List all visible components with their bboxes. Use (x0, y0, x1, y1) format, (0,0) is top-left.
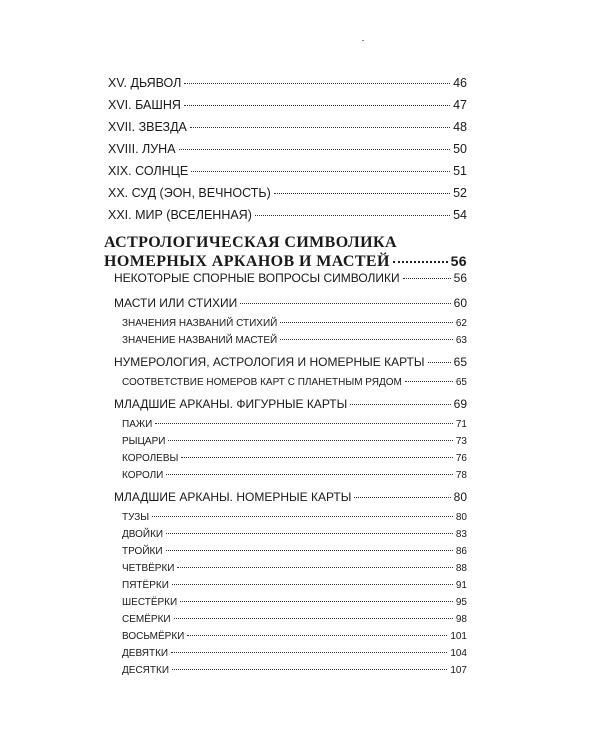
toc-entry[interactable] (108, 208, 467, 230)
toc-subentry[interactable] (122, 512, 467, 529)
entry-title: СЕМЁРКИ (122, 614, 171, 625)
dot-leader (240, 303, 450, 304)
top-entries (108, 76, 467, 230)
entry-page-number: 80 (453, 490, 467, 504)
sections (108, 271, 467, 682)
entry-title: XX. СУД (ЭОН, ВЕЧНОСТЬ) (108, 186, 271, 200)
entry-page-number: 78 (455, 470, 467, 481)
toc-section-entry[interactable] (114, 355, 467, 377)
entry-title: НЕКОТОРЫЕ СПОРНЫЕ ВОПРОСЫ СИМВОЛИКИ (114, 271, 400, 285)
dot-leader (152, 516, 453, 517)
entry-page-number: 98 (455, 614, 467, 625)
entry-page-number: 76 (455, 453, 467, 464)
entry-page-number: 47 (453, 98, 467, 112)
toc-subentry[interactable] (122, 597, 467, 614)
entry-page-number: 65 (455, 377, 467, 388)
entry-title: КОРОЛЕВЫ (122, 453, 179, 464)
dot-leader (350, 404, 450, 405)
dot-leader (428, 362, 451, 363)
dot-leader (184, 105, 450, 106)
entry-page-number: 86 (455, 546, 467, 557)
toc-subentry[interactable] (122, 470, 467, 487)
toc-entry[interactable] (108, 98, 467, 120)
dot-leader (166, 533, 453, 534)
entry-page-number: 63 (455, 335, 467, 346)
entry-title: XVIII. ЛУНА (108, 142, 176, 156)
toc-subentry[interactable] (122, 614, 467, 631)
entry-title: XXI. МИР (ВСЕЛЕННАЯ) (108, 208, 252, 222)
entry-title: ДЕВЯТКИ (122, 648, 169, 659)
toc-subentry[interactable] (122, 335, 467, 352)
dot-leader (280, 339, 453, 340)
toc-section-entry[interactable] (114, 397, 467, 419)
toc-entry[interactable] (108, 142, 467, 164)
heading-page-number: 56 (450, 253, 467, 269)
dot-leader (168, 440, 452, 441)
dot-leader (280, 322, 453, 323)
heading-line-2: НОМЕРНЫХ АРКАНОВ И МАСТЕЙ (104, 253, 390, 270)
entry-page-number: 95 (455, 597, 467, 608)
entry-title: XIX. СОЛНЦЕ (108, 164, 189, 178)
dot-leader (403, 278, 451, 279)
toc-subentry[interactable] (122, 529, 467, 546)
dot-leader (180, 601, 453, 602)
toc-entry[interactable] (108, 120, 467, 142)
dot-leader (191, 171, 450, 172)
entry-title: МЛАДШИЕ АРКАНЫ. НОМЕРНЫЕ КАРТЫ (114, 490, 352, 504)
dot-leader (172, 669, 447, 670)
entry-title: МЛАДШИЕ АРКАНЫ. ФИГУРНЫЕ КАРТЫ (114, 397, 348, 411)
entry-page-number: 80 (455, 512, 467, 523)
entry-page-number: 46 (453, 76, 467, 90)
entry-title: СООТВЕТСТВИЕ НОМЕРОВ КАРТ С ПЛАНЕТНЫМ РЯДОМ (122, 377, 402, 388)
dot-leader (354, 497, 450, 498)
toc-subentry[interactable] (122, 580, 467, 597)
toc-subentry[interactable] (122, 665, 467, 682)
entry-title: ДЕСЯТКИ (122, 665, 170, 676)
entry-title: ШЕСТЁРКИ (122, 597, 178, 608)
dot-leader (405, 381, 453, 382)
entry-page-number: 73 (455, 436, 467, 447)
dot-leader (184, 83, 450, 84)
dot-leader (166, 474, 453, 475)
dot-leader (172, 584, 453, 585)
entry-page-number: 69 (453, 397, 467, 411)
dot-leader (274, 193, 450, 194)
entry-page-number: 88 (455, 563, 467, 574)
entry-page-number: 62 (455, 318, 467, 329)
heading-line-1: АСТРОЛОГИЧЕСКАЯ СИМВОЛИКА (104, 234, 397, 251)
entry-page-number: 54 (453, 208, 467, 222)
entry-title: ЗНАЧЕНИЯ НАЗВАНИЙ СТИХИЙ (122, 318, 278, 329)
entry-page-number: 83 (455, 529, 467, 540)
dot-leader (179, 149, 451, 150)
entry-title: XV. ДЬЯВОЛ (108, 76, 182, 90)
toc-section-entry[interactable] (114, 490, 467, 512)
dot-leader (155, 423, 453, 424)
section-heading (104, 234, 467, 271)
entry-page-number: 65 (453, 355, 467, 369)
toc-subentry[interactable] (122, 648, 467, 665)
entry-title: МАСТИ ИЛИ СТИХИИ (114, 296, 238, 310)
dot-leader (393, 261, 448, 263)
table-of-contents (104, 76, 467, 682)
entry-page-number: 71 (455, 419, 467, 430)
toc-entry[interactable] (108, 164, 467, 186)
entry-title: XVII. ЗВЕЗДА (108, 120, 187, 134)
entry-title: ЧЕТВЁРКИ (122, 563, 175, 574)
toc-entry[interactable] (108, 76, 467, 98)
toc-subentry[interactable] (122, 436, 467, 453)
entry-title: ТРОЙКИ (122, 546, 163, 557)
entry-page-number: 104 (450, 648, 467, 659)
entry-title: ПЯТЁРКИ (122, 580, 169, 591)
entry-title: ВОСЬМЁРКИ (122, 631, 185, 642)
heading-line-2-row (104, 252, 467, 271)
dot-leader (166, 550, 453, 551)
dot-leader (171, 652, 447, 653)
entry-page-number: 107 (450, 665, 467, 676)
toc-section-entry[interactable] (114, 296, 467, 318)
entry-page-number: 91 (455, 580, 467, 591)
entry-page-number: 48 (453, 120, 467, 134)
dot-leader (177, 567, 452, 568)
entry-title: XVI. БАШНЯ (108, 98, 181, 112)
entry-page-number: 101 (450, 631, 467, 642)
toc-subentry[interactable] (122, 631, 467, 648)
entry-page-number: 56 (453, 271, 467, 285)
print-speck (362, 40, 364, 41)
entry-title: ДВОЙКИ (122, 529, 164, 540)
entry-title: РЫЦАРИ (122, 436, 166, 447)
dot-leader (187, 635, 447, 636)
dot-leader (174, 618, 453, 619)
entry-title: ПАЖИ (122, 419, 153, 430)
entry-page-number: 52 (453, 186, 467, 200)
dot-leader (255, 215, 450, 216)
entry-title: ЗНАЧЕНИЕ НАЗВАНИЙ МАСТЕЙ (122, 335, 278, 346)
entry-page-number: 50 (453, 142, 467, 156)
toc-subentry[interactable] (122, 419, 467, 436)
entry-title: ТУЗЫ (122, 512, 150, 523)
entry-title: НУМЕРОЛОГИЯ, АСТРОЛОГИЯ И НОМЕРНЫЕ КАРТЫ (114, 355, 425, 369)
entry-page-number: 51 (453, 164, 467, 178)
toc-subentry[interactable] (122, 453, 467, 470)
dot-leader (181, 457, 453, 458)
entry-title: КОРОЛИ (122, 470, 164, 481)
dot-leader (190, 127, 450, 128)
toc-subentry[interactable] (122, 563, 467, 580)
entry-page-number: 60 (453, 296, 467, 310)
toc-entry[interactable] (108, 186, 467, 208)
toc-subentry[interactable] (122, 546, 467, 563)
toc-subentry[interactable] (122, 377, 467, 394)
toc-section-entry[interactable] (114, 271, 467, 293)
toc-subentry[interactable] (122, 318, 467, 335)
